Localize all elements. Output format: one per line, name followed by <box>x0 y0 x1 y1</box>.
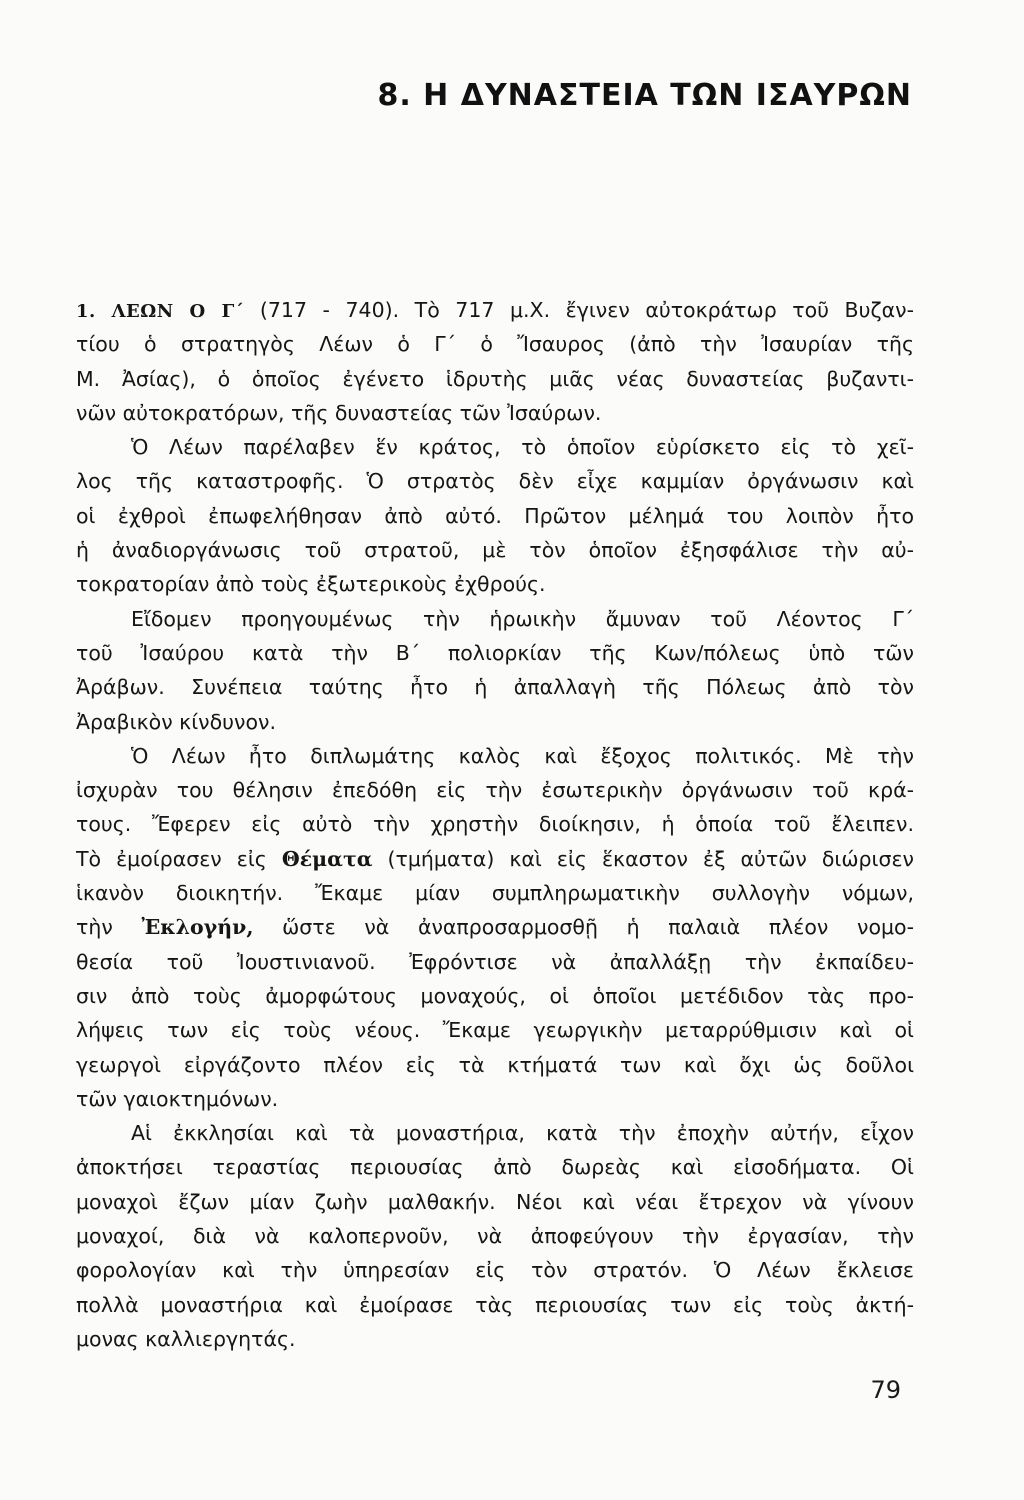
text-line: Ἀραβικὸν κίνδυνον. <box>76 709 276 734</box>
text-line: τοῦ Ἰσαύρου κατὰ τὴν Β΄ πολιορκίαν τῆς Κων/πόλεως ὑπὸ τῶν <box>76 640 914 665</box>
text-line <box>76 910 914 944</box>
text-span: Τὸ ἐμοίρασεν εἰς <box>76 846 282 871</box>
text-line: Εἴδομεν προηγουμένως τὴν ἡρωικὴν ἄμυναν τοῦ Λέοντος Γ΄ <box>131 606 914 631</box>
text-line: τοκρατορίαν ἀπὸ τοὺς ἐξωτερικοὺς ἐχθρούς. <box>76 572 546 597</box>
text-line: ἡ ἀναδιοργάνωσις τοῦ στρατοῦ, μὲ τὸν ὁποῖον ἐξησφάλισε τὴν αὐ- <box>76 538 914 563</box>
text-line: γεωργοὶ εἰργάζοντο πλέον εἰς τὰ κτήματά των καὶ ὄχι ὡς δοῦλοι <box>76 1052 914 1077</box>
bold-term-themata: Θέματα <box>281 846 373 871</box>
text-span: (717 - 740). Τὸ 717 μ.Χ. ἔγινεν αὐτοκράτωρ τοῦ Βυζαν- <box>244 298 914 322</box>
text-line: μονας καλλιεργητάς. <box>76 1326 296 1351</box>
text-line: τίου ὁ στρατηγὸς Λέων ὁ Γ΄ ὁ Ἴσαυρος (ἀπὸ τὴν Ἰσαυρίαν τῆς <box>76 332 914 357</box>
text-line: ἱκανὸν διοικητήν. Ἔκαμε μίαν συμπληρωματικὴν συλλογὴν νόμων, <box>76 881 914 906</box>
text-line: Ἀράβων. Συνέπεια ταύτης ἦτο ἡ ἀπαλλαγὴ τῆς Πόλεως ἀπὸ τὸν <box>76 675 914 700</box>
text-line: οἱ ἐχθροὶ ἐπωφελήθησαν ἀπὸ αὐτό. Πρῶτον μέλημά του λοιπὸν ἦτο <box>76 503 914 528</box>
text-line: σιν ἀπὸ τοὺς ἀμορφώτους μοναχούς, οἱ ὁποῖοι μετέδιδον τὰς προ- <box>76 983 914 1008</box>
text-line: λήψεις των εἰς τοὺς νέους. Ἔκαμε γεωργικὴν μεταρρύθμισιν καὶ οἱ <box>76 1018 914 1043</box>
text-span: (τμήματα) καὶ εἰς ἕκαστον ἐξ αὐτῶν διώρισεν <box>372 846 914 871</box>
text-line: μοναχοὶ ἔζων μίαν ζωὴν μαλθακήν. Νέοι καὶ νέαι ἔτρεχον νὰ γίνουν <box>76 1189 914 1214</box>
text-line: Μ. Ἀσίας), ὁ ὁποῖος ἐγένετο ἱδρυτὴς μιᾶς νέας δυναστείας βυζαντι- <box>76 366 914 391</box>
text-line: φορολογίαν καὶ τὴν ὑπηρεσίαν εἰς τὸν στρατόν. Ὁ Λέων ἔκλεισε <box>76 1258 914 1283</box>
text-line: ἰσχυρὰν του θέλησιν ἐπεδόθη εἰς τὴν ἐσωτερικὴν ὀργάνωσιν τοῦ κρά- <box>76 778 914 803</box>
chapter-title: 8. Η ΔΥΝΑΣΤΕΙΑ ΤΩΝ ΙΣΑΥΡΩΝ <box>377 78 912 113</box>
text-line <box>76 293 914 327</box>
text-line: μοναχοί, διὰ νὰ καλοπερνοῦν, νὰ ἀποφεύγουν τὴν ἐργασίαν, τὴν <box>76 1224 914 1249</box>
text-span: ὥστε νὰ ἀναπροσαρμοσθῇ ἡ παλαιὰ πλέον νομο- <box>253 915 914 940</box>
text-line: πολλὰ μοναστήρια καὶ ἐμοίρασε τὰς περιουσίας των εἰς τοὺς ἀκτή- <box>76 1292 914 1317</box>
text-line: ἀποκτήσει τεραστίας περιουσίας ἀπὸ δωρεὰς καὶ εἰσοδήματα. Οἱ <box>76 1155 914 1180</box>
text-line: Ὁ Λέων παρέλαβεν ἕν κράτος, τὸ ὁποῖον εὑρίσκετο εἰς τὸ χεῖ- <box>131 435 914 460</box>
text-line: Ὁ Λέων ἦτο διπλωμάτης καλὸς καὶ ἔξοχος πολιτικός. Μὲ τὴν <box>131 743 914 768</box>
text-line: νῶν αὐτοκρατόρων, τῆς δυναστείας τῶν Ἰσαύρων. <box>76 400 602 425</box>
text-line: θεσία τοῦ Ἰουστινιανοῦ. Ἐφρόντισε νὰ ἀπαλλάξῃ τὴν ἐκπαίδευ- <box>76 949 914 974</box>
text-line: Αἱ ἐκκλησίαι καὶ τὰ μοναστήρια, κατὰ τὴν ἐποχὴν αὐτήν, εἶχον <box>131 1121 914 1146</box>
page-number: 79 <box>870 1376 901 1404</box>
bold-term-ekloge: Ἐκλογήν, <box>141 915 254 940</box>
section-heading: 1. ΛΕΩΝ Ο Γ΄ <box>76 301 245 322</box>
text-line: τῶν γαιοκτημόνων. <box>76 1086 279 1111</box>
text-span: τὴν <box>76 915 142 940</box>
text-line: τους. Ἔφερεν εἰς αὐτὸ τὴν χρηστὴν διοίκησιν, ἡ ὁποία τοῦ ἔλειπεν. <box>76 812 914 837</box>
page-body <box>76 293 914 1356</box>
text-line: λος τῆς καταστροφῆς. Ὁ στρατὸς δὲν εἶχε καμμίαν ὀργάνωσιν καὶ <box>76 469 914 494</box>
text-line <box>76 842 914 876</box>
